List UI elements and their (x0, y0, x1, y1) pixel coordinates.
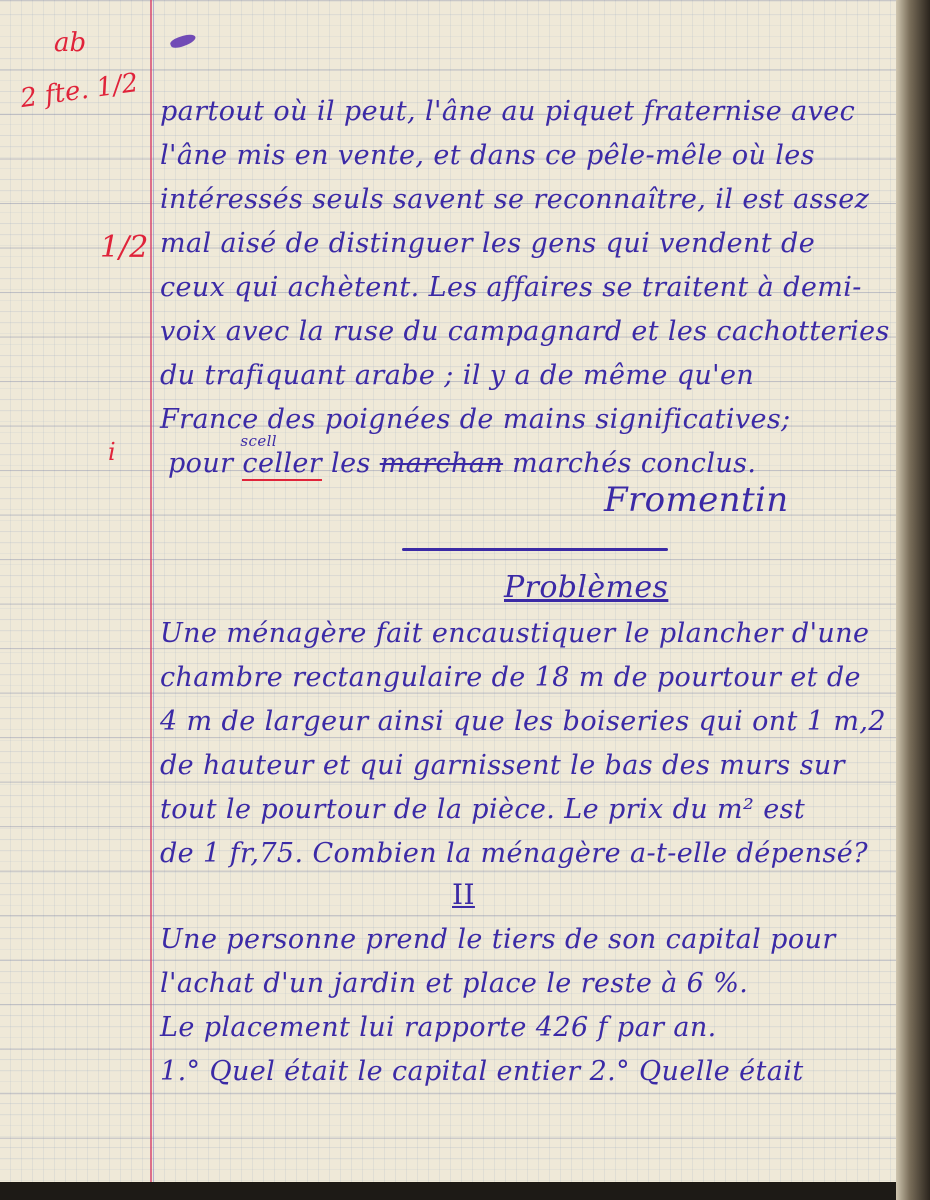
problem2-line-2: l'achat d'un jardin et place le reste à 6 %. (160, 968, 749, 999)
problem2-line-1: Une personne prend le tiers de son capital pour (160, 924, 836, 955)
line9-after: marchés conclus. (503, 448, 757, 479)
problem1-line-3: 4 m de largeur ainsi que les boiseries qui ont 1 m,2 (160, 706, 886, 737)
problem1-line-1: Une ménagère fait encaustiquer le plancher d'une (160, 618, 870, 649)
grade-score: 2 fte. 1/2 (18, 67, 141, 115)
grade-mark: ab (54, 28, 87, 58)
problem1-line-5: tout le pourtour de la pièce. Le prix du m² est (160, 794, 806, 825)
section-title: Problèmes (504, 570, 669, 605)
line9-between: les (322, 448, 380, 479)
problem1-line-4: de hauteur et qui garnissent le bas des murs sur (160, 750, 845, 781)
corrected-word-text: celler (242, 448, 323, 479)
problem-number: II (452, 878, 475, 911)
corrected-word (240, 432, 323, 479)
correction-tick: i (108, 438, 116, 466)
problem2-line-3: Le placement lui rapporte 426 f par an. (160, 1012, 717, 1043)
text-line-8: France des poignées de mains significatives; (160, 404, 791, 435)
author-signature: Fromentin (604, 480, 789, 520)
margin-line (150, 0, 152, 1182)
section-divider (402, 548, 668, 551)
ink-blot (169, 32, 197, 50)
line9-before: pour (168, 448, 243, 479)
text-line-5: ceux qui achètent. Les affaires se traitent à demi- (160, 272, 862, 303)
struck-word: marchan (379, 448, 504, 479)
problem1-line-2: chambre rectangulaire de 18 m de pourtour et de (160, 662, 861, 693)
correction-note: scell (240, 432, 277, 450)
half-point-mark: 1/2 (100, 230, 149, 265)
text-line-7: du trafiquant arabe ; il y a de même qu'en (160, 360, 755, 391)
text-line-4: mal aisé de distinguer les gens qui vendent de (160, 228, 816, 259)
text-line-6: voix avec la ruse du campagnard et les cachotteries (160, 316, 890, 347)
margin-line-blue (153, 0, 154, 1182)
text-line-9 (168, 432, 757, 479)
text-line-1: partout où il peut, l'âne au piquet fraternise avec (160, 96, 856, 127)
problem2-line-4: 1.° Quel était le capital entier 2.° Quelle était (160, 1056, 804, 1087)
text-line-2: l'âne mis en vente, et dans ce pêle-mêle où les (160, 140, 815, 171)
problem1-line-6: de 1 fr,75. Combien la ménagère a-t-elle dépensé? (160, 838, 868, 869)
notebook-binding-edge (896, 0, 930, 1200)
text-line-3: intéressés seuls savent se reconnaître, il est assez (160, 184, 870, 215)
